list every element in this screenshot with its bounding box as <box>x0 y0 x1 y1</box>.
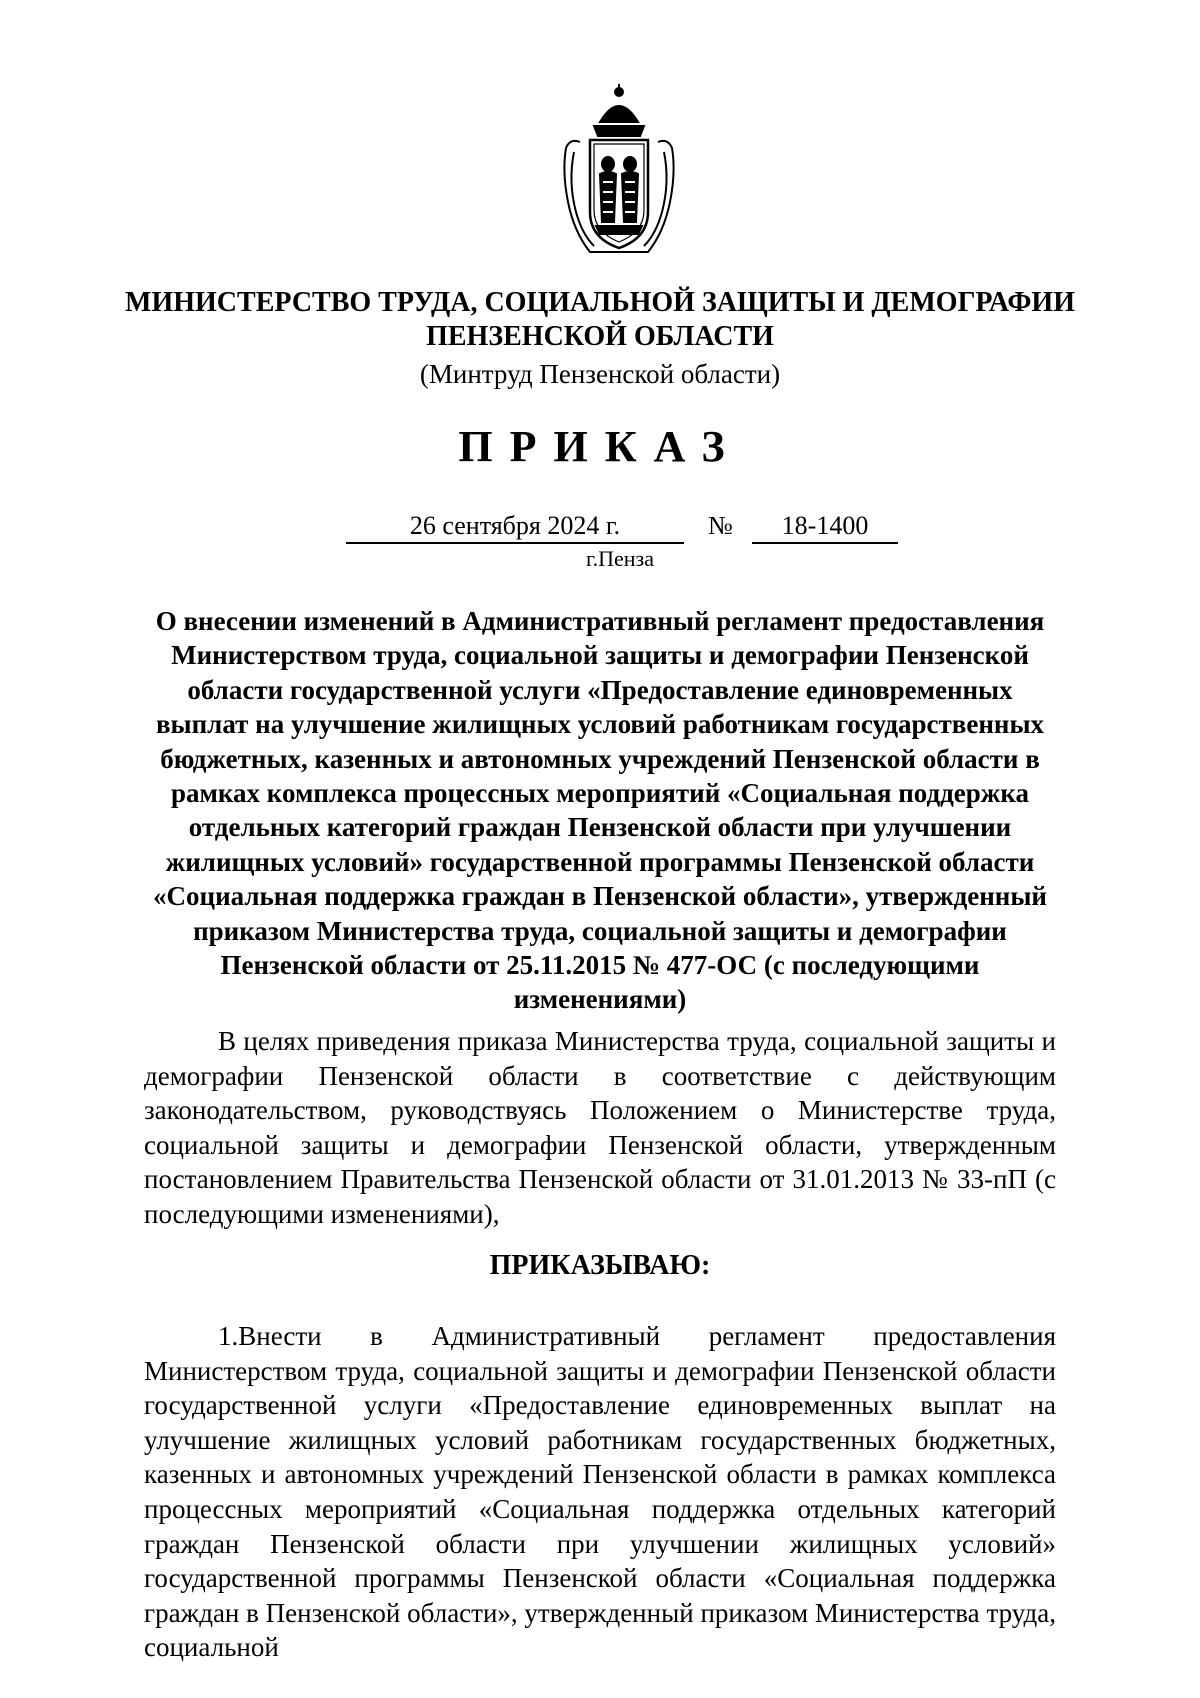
ministry-short-name: (Минтруд Пензенской области) <box>419 359 781 389</box>
order-directive-heading: ПРИКАЗЫВАЮ: <box>489 1250 711 1281</box>
order-number-sign: № <box>708 511 733 540</box>
document-type-title: ПРИКАЗ <box>458 422 742 471</box>
order-city: г.Пенза <box>586 546 654 571</box>
order-date: 26 сентября 2024 г. <box>346 510 684 544</box>
coat-of-arms-icon <box>560 82 678 260</box>
ministry-name: МИНИСТЕРСТВО ТРУДА, СОЦИАЛЬНОЙ ЗАЩИТЫ И ДЕМОГРАФИИ ПЕНЗЕНСКОЙ ОБЛАСТИ <box>125 287 1075 352</box>
order-number: 18-1400 <box>752 510 898 544</box>
clause-1-paragraph: 1.Внести в Административный регламент предоставления Министерством труда, социальной защиты и демографии Пензенской области государственной услуги «Предоставление единовременных выплат на улучшение жилищных условий работникам государственных бюджетных, казенных и автономных учреждений Пензенской области в рамках комплекса процессных мероприятий «Социальная поддержка отдельных категорий граждан Пензенской области при улучшении жилищных условий» государственной программы Пензенской области «Социальная поддержка граждан в Пензенской области», утвержденный приказом Министерства труда, социальной <box>144 1321 1056 1663</box>
order-subject: О внесении изменений в Административный регламент предоставления Министерством труда, социальной защиты и демографии Пензенской области государственной услуги «Предоставление единовременных выплат на улучшение жилищных условий работникам государственных бюджетных, казенных и автономных учреждений Пензенской области в рамках комплекса процессных мероприятий «Социальная поддержка отдельных категорий граждан Пензенской области при улучшении жилищных условий» государственной программы Пензенской области «Социальная поддержка граждан в Пензенской области», утвержденный приказом Министерства труда, социальной защиты и демографии Пензенской области от 25.11.2015 № 477-ОС (с последующими изменениями) <box>153 606 1047 1015</box>
preamble-paragraph: В целях приведения приказа Министерства труда, социальной защиты и демографии Пензенской области в соответствие с действующим законодательством, руководствуясь Положением о Министерстве труда, социальной защиты и демографии Пензенской области, утвержденным постановлением Правительства Пензенской области от 31.01.2013 № 33-пП (с последующими изменениями), <box>144 1026 1056 1229</box>
